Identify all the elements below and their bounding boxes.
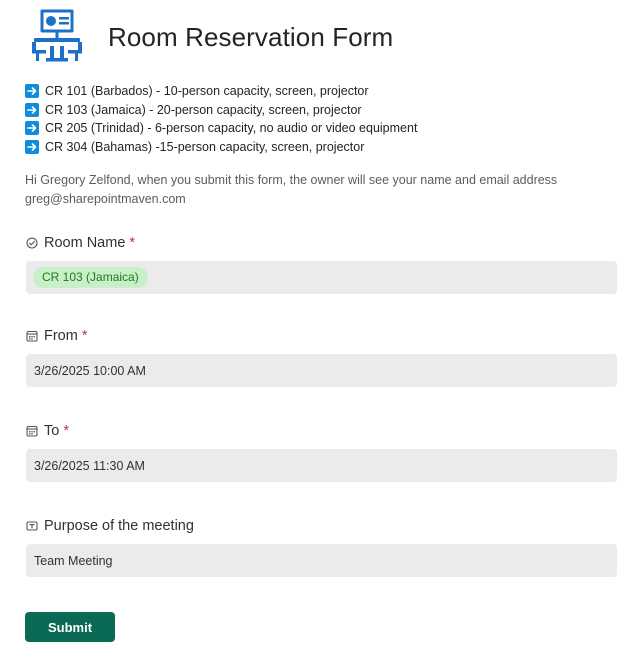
room-name-select[interactable]: [26, 261, 617, 294]
required-marker: *: [63, 423, 69, 439]
calendar-icon: [26, 330, 38, 342]
text-field-icon: [26, 520, 38, 532]
from-value: 3/26/2025 10:00 AM: [34, 363, 146, 378]
room-description: CR 103 (Jamaica) - 20-person capacity, screen, projector: [45, 102, 362, 117]
choice-icon: [26, 237, 38, 249]
from-datetime-input[interactable]: [26, 354, 617, 387]
to-value: 3/26/2025 11:30 AM: [34, 458, 145, 473]
list-item: [25, 138, 417, 157]
room-description: CR 101 (Barbados) - 10-person capacity, screen, projector: [45, 84, 369, 99]
purpose-label: [26, 518, 194, 534]
form-title: Room Reservation Form: [108, 21, 394, 52]
field-label-text: To: [44, 423, 60, 439]
from-label: [26, 328, 88, 344]
room-list: [25, 82, 417, 156]
selected-room-chip[interactable]: CR 103 (Jamaica): [33, 267, 148, 288]
field-label-text: Room Name: [44, 235, 126, 251]
field-label-text: Purpose of the meeting: [44, 518, 194, 534]
right-arrow-icon: [25, 84, 39, 98]
room-description: CR 205 (Trinidad) - 6-person capacity, no audio or video equipment: [45, 121, 418, 136]
list-item: [25, 82, 417, 101]
meeting-room-icon: [28, 8, 86, 66]
to-datetime-input[interactable]: [26, 449, 617, 482]
right-arrow-icon: [25, 140, 39, 154]
room-name-label: [26, 235, 135, 251]
required-marker: *: [129, 235, 136, 251]
form-header: [28, 8, 393, 66]
list-item: [25, 119, 417, 138]
right-arrow-icon: [25, 103, 39, 117]
purpose-input[interactable]: [26, 544, 617, 577]
submit-button[interactable]: Submit: [25, 612, 115, 642]
required-marker: *: [81, 328, 88, 344]
purpose-value: Team Meeting: [34, 553, 113, 568]
calendar-icon: [26, 425, 38, 437]
list-item: [25, 101, 417, 120]
room-description: CR 304 (Bahamas) -15-person capacity, screen, projector: [45, 139, 365, 154]
privacy-notice: Hi Gregory Zelfond, when you submit this form, the owner will see your name and email address greg@sharepointmaven.com: [25, 173, 558, 206]
field-label-text: From: [44, 328, 78, 344]
to-label: [26, 423, 69, 439]
right-arrow-icon: [25, 121, 39, 135]
